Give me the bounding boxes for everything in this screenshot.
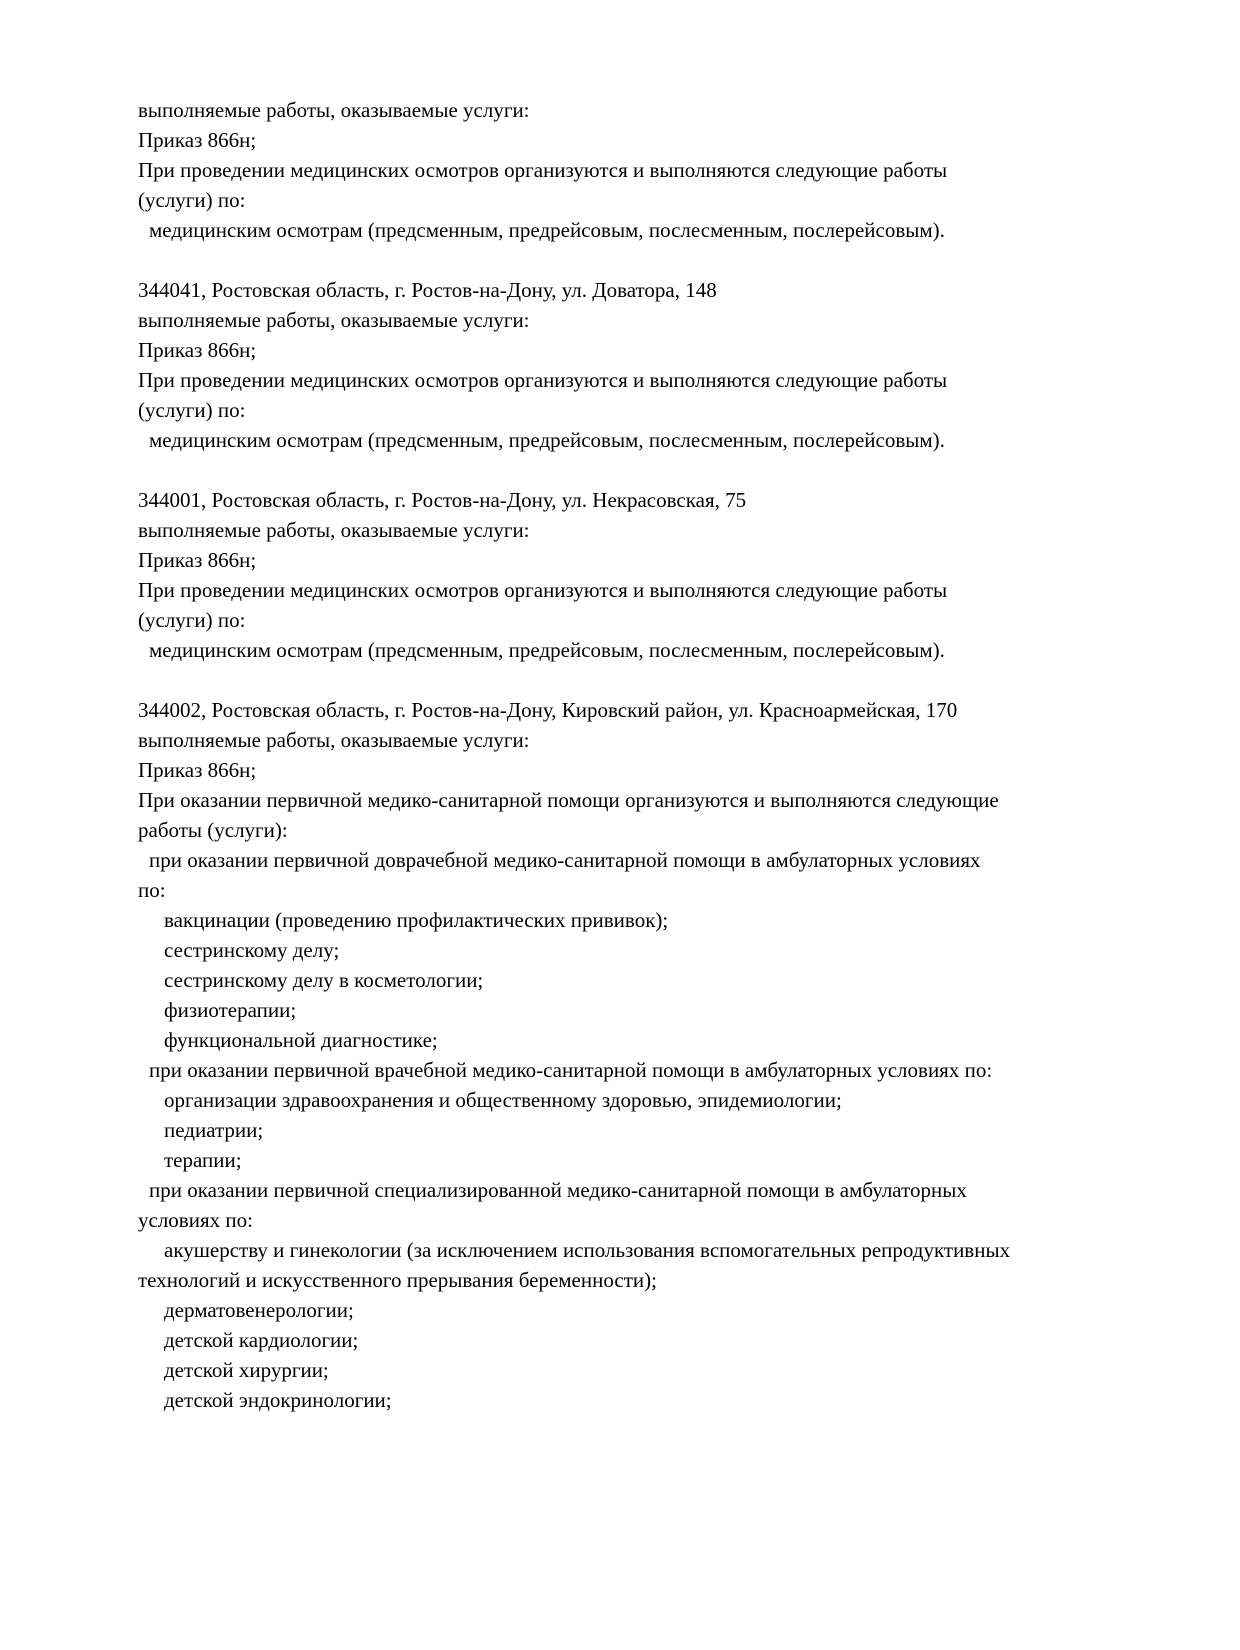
text-line: при оказании первичной доврачебной медико-санитарной помощи в амбулаторных условиях	[149, 848, 981, 872]
text-line: При проведении медицинских осмотров организуются и выполняются следующие работы	[138, 158, 948, 182]
blank-line	[138, 245, 1128, 275]
text-line: медицинским осмотрам (предсменным, предрейсовым, послесменным, послерейсовым).	[149, 638, 945, 662]
text-line: акушерству и гинекологии (за исключением использования вспомогательных репродуктивных	[164, 1238, 1011, 1262]
blank-line	[138, 665, 1128, 695]
text-line: при оказании первичной врачебной медико-санитарной помощи в амбулаторных условиях по:	[149, 1058, 993, 1082]
text-line: детской эндокринологии;	[164, 1388, 392, 1412]
text-line: медицинским осмотрам (предсменным, предрейсовым, послесменным, послерейсовым).	[149, 428, 945, 452]
document-text	[138, 95, 1128, 1415]
text-line: физиотерапии;	[164, 998, 297, 1022]
text-line: Приказ 866н;	[138, 758, 257, 782]
text-line: (услуги) по:	[138, 188, 246, 212]
text-line: выполняемые работы, оказываемые услуги:	[138, 98, 530, 122]
text-line: сестринскому делу в косметологии;	[164, 968, 484, 992]
text-line: сестринскому делу;	[164, 938, 340, 962]
text-line: 344041, Ростовская область, г. Ростов-на-Дону, ул. Доватора, 148	[138, 278, 717, 302]
text-line: терапии;	[164, 1148, 242, 1172]
text-line: Приказ 866н;	[138, 338, 257, 362]
text-line: организации здравоохранения и общественному здоровью, эпидемиологии;	[164, 1088, 842, 1112]
text-line: работы (услуги):	[138, 818, 288, 842]
text-line: медицинским осмотрам (предсменным, предрейсовым, послесменным, послерейсовым).	[149, 218, 945, 242]
text-line: При проведении медицинских осмотров организуются и выполняются следующие работы	[138, 578, 948, 602]
text-line: педиатрии;	[164, 1118, 264, 1142]
text-line: выполняемые работы, оказываемые услуги:	[138, 308, 530, 332]
blank-line	[138, 455, 1128, 485]
text-line: Приказ 866н;	[138, 548, 257, 572]
text-line: по:	[138, 878, 166, 902]
text-line: при оказании первичной специализированной медико-санитарной помощи в амбулаторных	[149, 1178, 967, 1202]
text-line: (услуги) по:	[138, 608, 246, 632]
text-line: 344002, Ростовская область, г. Ростов-на-Дону, Кировский район, ул. Красноармейская, 170	[138, 698, 958, 722]
text-line: 344001, Ростовская область, г. Ростов-на-Дону, ул. Некрасовская, 75	[138, 488, 747, 512]
text-line: технологий и искусственного прерывания беременности);	[138, 1268, 657, 1292]
text-line: детской кардиологии;	[164, 1328, 359, 1352]
text-line: При оказании первичной медико-санитарной помощи организуются и выполняются следующие	[138, 788, 999, 812]
text-line: функциональной диагностике;	[164, 1028, 438, 1052]
text-line: Приказ 866н;	[138, 128, 257, 152]
text-line: выполняемые работы, оказываемые услуги:	[138, 518, 530, 542]
text-line: дерматовенерологии;	[164, 1298, 354, 1322]
text-line: (услуги) по:	[138, 398, 246, 422]
text-line: условиях по:	[138, 1208, 253, 1232]
text-line: вакцинации (проведению профилактических прививок);	[164, 908, 669, 932]
text-line: детской хирургии;	[164, 1358, 329, 1382]
text-line: выполняемые работы, оказываемые услуги:	[138, 728, 530, 752]
text-line: При проведении медицинских осмотров организуются и выполняются следующие работы	[138, 368, 948, 392]
